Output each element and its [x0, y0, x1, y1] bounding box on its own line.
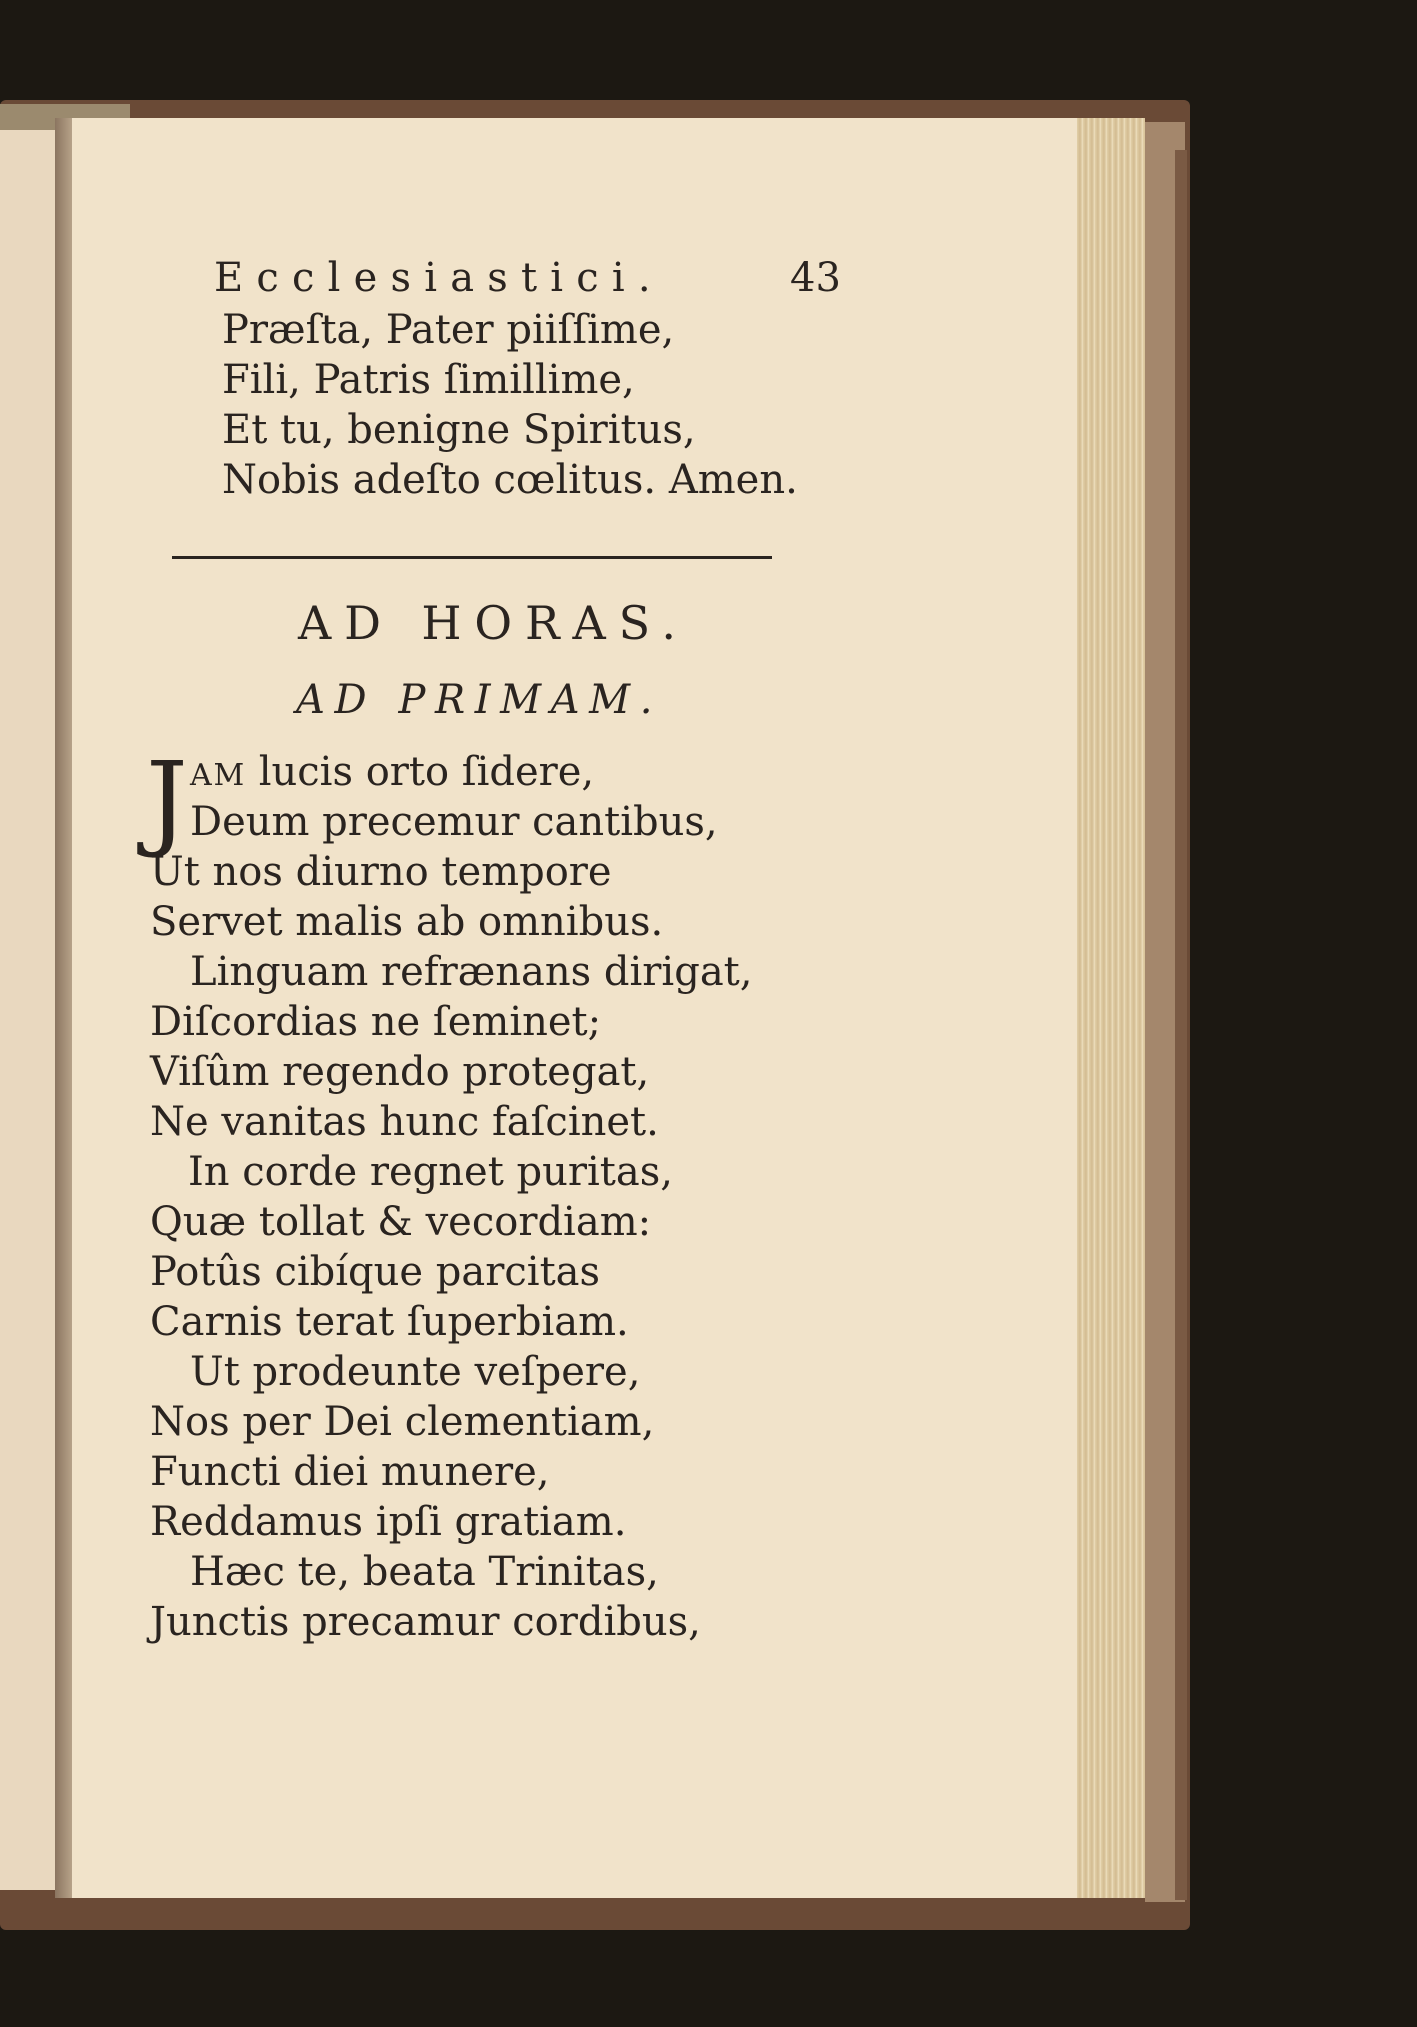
hymn-line: In corde regnet puritas, — [188, 1149, 673, 1195]
stanza-line: Nobis adeſto cœlitus. Amen. — [222, 457, 798, 503]
stanza-line: Fili, Patris ſimillime, — [222, 357, 635, 403]
page-number: 43 — [790, 255, 841, 301]
hymn-line: Viſûm regendo protegat, — [150, 1049, 650, 1095]
hymn-line: Ne vanitas hunc faſcinet. — [150, 1099, 659, 1145]
drop-capital: J — [146, 739, 188, 861]
hymn-line: Ut nos diurno tempore — [150, 849, 612, 895]
stanza-line: Præſta, Pater piiſſime, — [222, 307, 675, 353]
running-title: Ecclesiastici. — [214, 255, 664, 301]
subsection-heading: AD PRIMAM. — [296, 677, 663, 723]
hymn-line: Deum precemur cantibus, — [190, 799, 718, 845]
left-page-edge — [0, 130, 55, 1890]
stanza-line: Et tu, benigne Spiritus, — [222, 407, 696, 453]
hymn-line: Junctis precamur cordibus, — [150, 1599, 701, 1645]
hymn-line: Quæ tollat & vecordiam: — [150, 1199, 652, 1245]
section-rule — [172, 556, 772, 559]
hymn-line: Carnis terat ſuperbiam. — [150, 1299, 629, 1345]
hymn-line: Reddamus ipſi gratiam. — [150, 1499, 627, 1545]
hymn-line: Potûs cibíque parcitas — [150, 1249, 601, 1295]
hymn-line: Functi diei munere, — [150, 1449, 550, 1495]
cover-right-edge — [1175, 150, 1187, 1900]
hymn-line: Nos per Dei clementiam, — [150, 1399, 655, 1445]
hymn-line: Diſcordias ne ſeminet; — [150, 999, 602, 1045]
hymn-line: Servet malis ab omnibus. — [150, 899, 664, 945]
hymn-line: Hæc te, beata Trinitas, — [190, 1549, 659, 1595]
hymn-first-line — [190, 749, 595, 795]
hymn-line: Linguam refrænans dirigat, — [190, 949, 753, 995]
page-block-edges — [1077, 118, 1145, 1898]
hymn-line: Ut prodeunte veſpere, — [190, 1349, 641, 1395]
first-line-text: lucis orto ſidere, — [245, 749, 595, 795]
first-word-smallcaps: AM — [190, 758, 246, 793]
section-heading: AD HORAS. — [298, 596, 689, 650]
